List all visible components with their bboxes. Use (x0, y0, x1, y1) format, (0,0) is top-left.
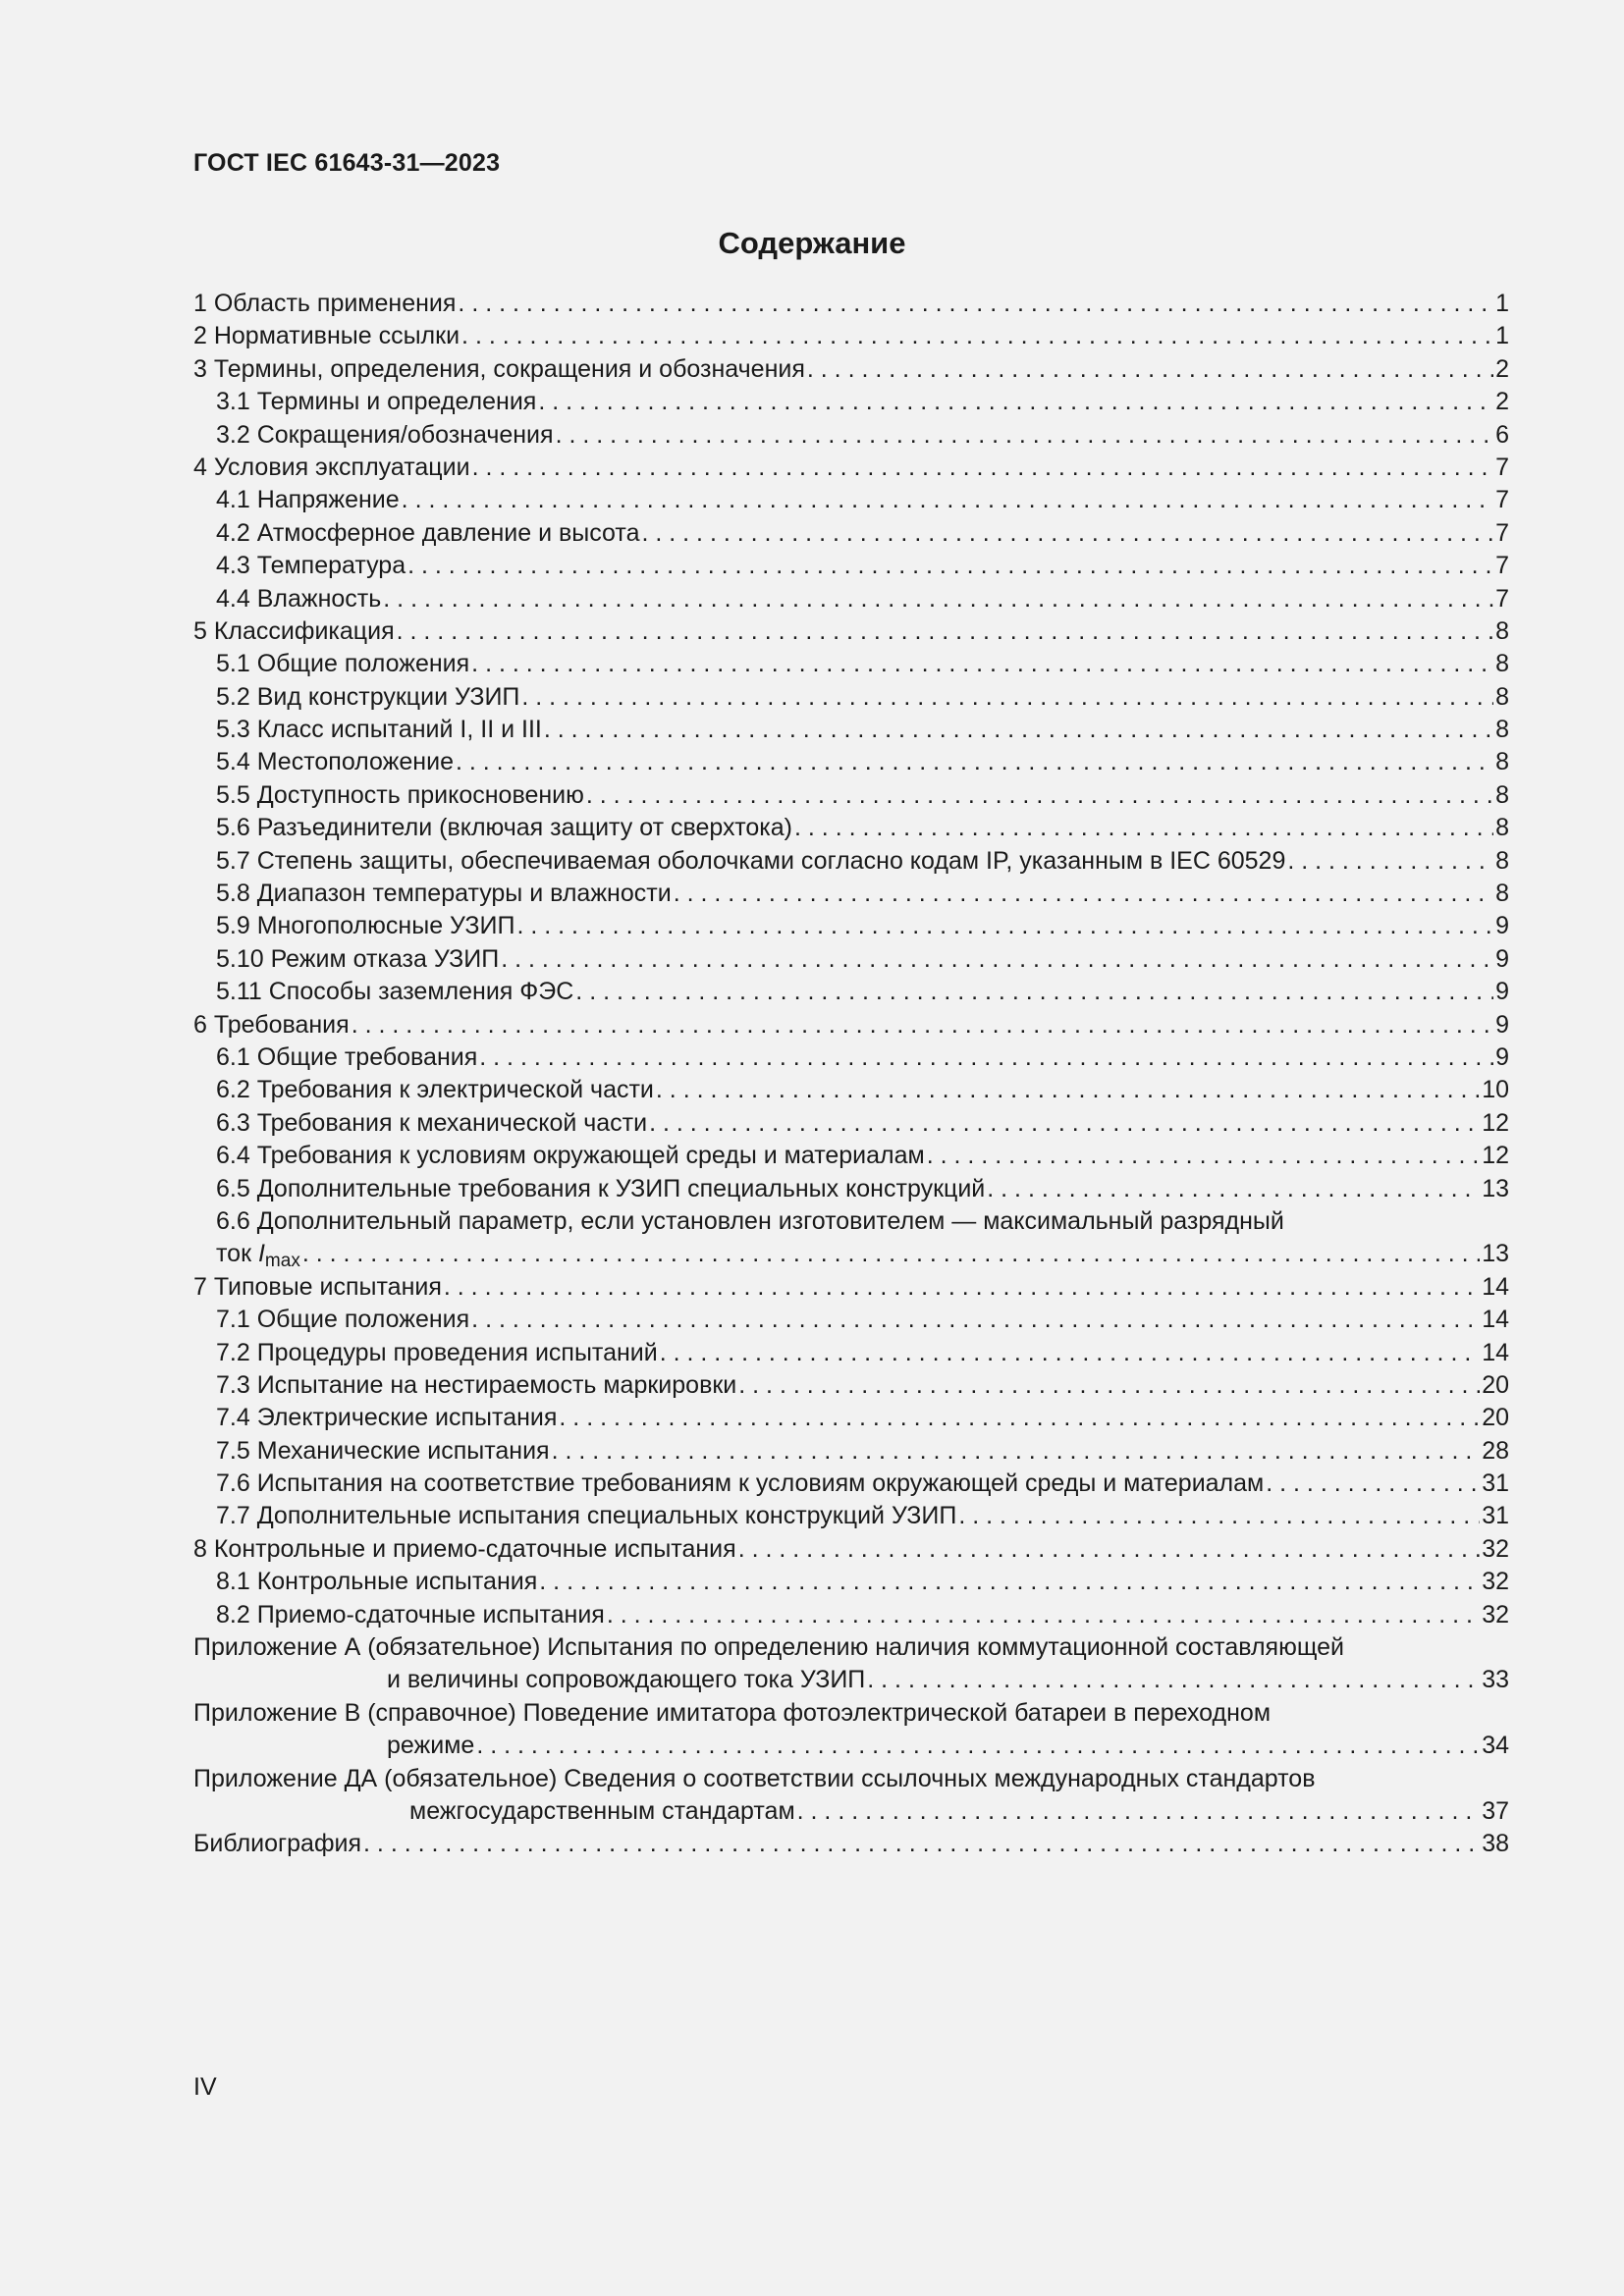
dot-leader (807, 353, 1493, 386)
toc-entry[interactable] (193, 517, 1509, 550)
toc-entry-text: Библиография (193, 1830, 362, 1858)
toc-entry-text: 5.11 Способы заземления ФЭС (216, 978, 574, 1006)
toc-page-number: 8 (1495, 748, 1509, 776)
toc-entry[interactable] (193, 1074, 1509, 1106)
toc-page-number: 8 (1495, 880, 1509, 908)
toc-entry-text: 7.5 Механические испытания (216, 1436, 550, 1465)
toc-entry-text-continuation: межгосударственным стандартам (409, 1796, 795, 1825)
dot-leader (516, 910, 1493, 942)
toc-entry[interactable] (193, 779, 1509, 812)
toc-entry-text: 4.2 Атмосферное давление и высота (216, 518, 640, 547)
toc-entry[interactable] (193, 1173, 1509, 1205)
toc-page-number: 13 (1482, 1240, 1509, 1268)
toc-entry-text-continuation: и величины сопровождающего тока УЗИП (387, 1666, 866, 1694)
dot-leader (607, 1599, 1480, 1631)
toc-entry-text: 5.7 Степень защиты, обеспечиваемая оболочками согласно кодам IP, указанным в IEC 60529 (216, 846, 1286, 875)
toc-entry[interactable] (193, 1140, 1509, 1172)
dot-leader (458, 288, 1493, 320)
toc-page-number: 20 (1482, 1370, 1509, 1399)
toc-entry-text: 3.2 Сокращения/обозначения (216, 420, 554, 449)
toc-entry[interactable] (193, 976, 1509, 1008)
toc-page-number: 14 (1482, 1306, 1509, 1334)
toc-entry[interactable] (193, 1337, 1509, 1369)
toc-entry-text: 5.6 Разъединители (включая защиту от сверхтока) (216, 814, 793, 842)
toc-page-number: 9 (1495, 1042, 1509, 1071)
toc-entry-text: 5.8 Диапазон температуры и влажности (216, 880, 672, 908)
toc-entry[interactable] (193, 452, 1509, 484)
dot-leader (958, 1500, 1480, 1532)
dot-leader (656, 1074, 1480, 1106)
toc-entry-text: 3 Термины, определения, сокращения и обозначения (193, 354, 805, 383)
toc-entry[interactable] (193, 943, 1509, 976)
toc-entry[interactable] (193, 386, 1509, 418)
toc-entry-text: 7.6 Испытания на соответствие требованиям к условиям окружающей среды и материалам (216, 1469, 1265, 1498)
dot-leader (363, 1828, 1480, 1860)
toc-entry-appendix[interactable] (193, 1697, 1509, 1763)
toc-entry[interactable] (193, 1041, 1509, 1074)
toc-page-number: 9 (1495, 978, 1509, 1006)
toc-page-number: 7 (1495, 518, 1509, 547)
dot-leader (544, 714, 1493, 746)
toc-entry-text: 5.1 Общие положения (216, 650, 470, 678)
toc-entry-text: 8.1 Контрольные испытания (216, 1568, 538, 1596)
toc-entry-text-continuation: ток $I_{max}$ (216, 1240, 300, 1272)
toc-page-number: 37 (1482, 1796, 1509, 1825)
current-subscript: max (264, 1251, 300, 1272)
toc-entry-text: 7.3 Испытание на нестираемость маркировки (216, 1370, 737, 1399)
toc-page-number: 28 (1482, 1436, 1509, 1465)
dot-leader (556, 419, 1494, 452)
toc-page-number: 12 (1482, 1108, 1509, 1137)
toc-entry[interactable] (193, 484, 1509, 516)
toc-entry[interactable] (193, 1500, 1509, 1532)
toc-entry-text: 5.2 Вид конструкции УЗИП (216, 682, 520, 711)
toc-page-number: 7 (1495, 552, 1509, 580)
toc-page-number: 7 (1495, 453, 1509, 481)
toc-page-number: 9 (1495, 912, 1509, 940)
dot-leader (471, 648, 1493, 680)
toc-entry[interactable] (193, 746, 1509, 778)
dot-leader (476, 1730, 1480, 1762)
toc-entry[interactable] (193, 1009, 1509, 1041)
dot-leader (521, 681, 1493, 714)
toc-page-number: 32 (1482, 1568, 1509, 1596)
dot-leader (738, 1533, 1481, 1566)
toc-entry-text: 7.1 Общие положения (216, 1306, 470, 1334)
toc-entry-text: 2 Нормативные ссылки (193, 322, 460, 350)
page-title: Содержание (718, 226, 906, 260)
toc-entry-text: 5.4 Местоположение (216, 748, 454, 776)
toc-page-number: 14 (1482, 1338, 1509, 1366)
toc-page-number: 7 (1495, 486, 1509, 514)
toc-entry-text: 4.3 Температура (216, 552, 406, 580)
toc-entry-text: Приложение В (справочное) Поведение имитатора фотоэлектрической батареи в переходном (193, 1698, 1272, 1727)
dot-leader (471, 1304, 1480, 1336)
dot-leader (867, 1664, 1480, 1696)
toc-entry[interactable] (193, 1271, 1509, 1304)
toc-page-number: 33 (1482, 1666, 1509, 1694)
toc-entry[interactable] (193, 288, 1509, 320)
dot-leader (479, 1041, 1493, 1074)
current-symbol: I (257, 1240, 265, 1268)
dot-leader (794, 812, 1493, 844)
dot-leader (641, 517, 1493, 550)
toc-entry-text: 6.3 Требования к механической части (216, 1108, 648, 1137)
toc-entry-text: 5.3 Класс испытаний I, II и III (216, 716, 542, 744)
toc-page-number: 13 (1482, 1174, 1509, 1202)
toc-section-1 (193, 288, 1509, 1205)
toc-page-number: 34 (1482, 1732, 1509, 1760)
toc-page-number: 32 (1482, 1600, 1509, 1629)
toc-entry[interactable] (193, 353, 1509, 386)
dot-leader (797, 1795, 1481, 1828)
toc-page-number: 8 (1495, 814, 1509, 842)
toc-page-number: 20 (1482, 1404, 1509, 1432)
toc-page-number: 8 (1495, 780, 1509, 809)
dot-leader (539, 1566, 1480, 1598)
toc-page-number: 38 (1482, 1830, 1509, 1858)
dot-leader (660, 1337, 1480, 1369)
toc-entry-text: 5.5 Доступность прикосновению (216, 780, 584, 809)
toc-entry-text: 7.4 Электрические испытания (216, 1404, 558, 1432)
toc-entry-text-continuation: режиме (387, 1732, 475, 1760)
toc-entry[interactable] (193, 419, 1509, 452)
toc-entry-text: 5.10 Режим отказа УЗИП (216, 944, 500, 973)
toc-entry-text: 6.1 Общие требования (216, 1042, 478, 1071)
toc-page-number: 10 (1482, 1076, 1509, 1104)
toc-entry[interactable] (193, 845, 1509, 878)
toc-entry-text: 4.4 Влажность (216, 584, 382, 613)
toc-entry[interactable] (193, 583, 1509, 615)
document-header: ГОСТ IEC 61643-31—2023 (193, 149, 501, 177)
dot-leader (444, 1271, 1480, 1304)
dot-leader (538, 386, 1493, 418)
toc-page-number: 2 (1495, 354, 1509, 383)
toc-page-number: 14 (1482, 1272, 1509, 1301)
toc-entry[interactable] (193, 1435, 1509, 1468)
dot-leader (302, 1238, 1480, 1270)
dot-leader (552, 1435, 1481, 1468)
dot-leader (738, 1369, 1480, 1402)
toc-entry-text: 8.2 Приемо-сдаточные испытания (216, 1600, 605, 1629)
dot-leader (586, 779, 1493, 812)
page-number: IV (193, 2073, 217, 2101)
toc-entry[interactable] (193, 1402, 1509, 1434)
toc-entry-text: 3.1 Термины и определения (216, 388, 537, 416)
dot-leader (456, 746, 1493, 778)
toc-entry[interactable] (193, 1107, 1509, 1140)
toc-page-number: 12 (1482, 1142, 1509, 1170)
toc-entry[interactable] (193, 550, 1509, 582)
toc-entry-text: 7.2 Процедуры проведения испытаний (216, 1338, 658, 1366)
dot-leader (352, 1009, 1493, 1041)
toc-entry[interactable] (193, 812, 1509, 844)
toc-page-number: 7 (1495, 584, 1509, 613)
dot-leader (472, 452, 1494, 484)
toc-page-number: 8 (1495, 616, 1509, 645)
dot-leader (397, 615, 1493, 648)
toc-entry[interactable] (193, 1369, 1509, 1402)
toc-page-number: 1 (1495, 290, 1509, 317)
toc-entry-text: 5 Классификация (193, 616, 395, 645)
dot-leader (987, 1173, 1480, 1205)
toc-page-number: 31 (1482, 1469, 1509, 1498)
dot-leader (383, 583, 1493, 615)
dot-leader (501, 943, 1493, 976)
toc-entry-text: 6.6 Дополнительный параметр, если установлен изготовителем — максимальный разрядный (216, 1206, 1284, 1235)
toc-page-number: 2 (1495, 388, 1509, 416)
dot-leader (927, 1140, 1480, 1172)
toc-entry-text: 4.1 Напряжение (216, 486, 400, 514)
dot-leader (1266, 1468, 1480, 1500)
toc-page-number: 6 (1495, 420, 1509, 449)
toc-entry[interactable] (193, 714, 1509, 746)
toc-entry-text: 6.5 Дополнительные требования к УЗИП специальных конструкций (216, 1174, 986, 1202)
toc-entry-text: 7 Типовые испытания (193, 1272, 442, 1301)
dot-leader (461, 320, 1493, 352)
toc-entry[interactable] (193, 1566, 1509, 1598)
toc-entry[interactable] (193, 910, 1509, 942)
toc-page-number: 32 (1482, 1534, 1509, 1563)
toc-entry[interactable] (193, 1599, 1509, 1631)
toc-entry[interactable] (193, 1533, 1509, 1566)
toc-entry[interactable] (193, 615, 1509, 648)
toc-entry-bibliography[interactable] (193, 1828, 1509, 1860)
toc-entry[interactable] (193, 878, 1509, 910)
toc-page-number: 8 (1495, 716, 1509, 744)
toc-entry[interactable] (193, 1468, 1509, 1500)
dot-leader (402, 484, 1493, 516)
dot-leader (575, 976, 1493, 1008)
toc-section-2 (193, 1271, 1509, 1631)
toc-page-number: 9 (1495, 1010, 1509, 1039)
toc-page-number: 8 (1495, 650, 1509, 678)
dot-leader (407, 550, 1493, 582)
toc-entry-text: 8 Контрольные и приемо-сдаточные испытания (193, 1534, 736, 1563)
table-of-contents (193, 288, 1509, 1861)
toc-entry[interactable] (193, 648, 1509, 680)
toc-page-number: 1 (1495, 322, 1509, 350)
toc-entry-text: Приложение ДА (обязательное) Сведения о соответствии ссылочных международных стандартов (193, 1764, 1316, 1792)
toc-page-number: 31 (1482, 1502, 1509, 1530)
dot-leader (649, 1107, 1480, 1140)
toc-entry[interactable] (193, 681, 1509, 714)
toc-entry-appendix[interactable] (193, 1763, 1509, 1829)
dot-leader (674, 878, 1493, 910)
toc-entry-text: 6.4 Требования к условиям окружающей среды и материалам (216, 1142, 925, 1170)
toc-entry-text: 4 Условия эксплуатации (193, 453, 470, 481)
toc-appendices (193, 1631, 1509, 1828)
toc-entry-text: 1 Область применения (193, 290, 457, 317)
toc-page-number: 9 (1495, 944, 1509, 973)
toc-entry-text: Приложение А (обязательное) Испытания по определению наличия коммутационной составляющей (193, 1633, 1344, 1662)
toc-entry[interactable] (193, 1304, 1509, 1336)
dot-leader (559, 1402, 1480, 1434)
toc-entry[interactable] (193, 320, 1509, 352)
dot-leader (1287, 845, 1493, 878)
toc-entry-text: 7.7 Дополнительные испытания специальных конструкций УЗИП (216, 1502, 957, 1530)
toc-entry-appendix[interactable] (193, 1631, 1509, 1697)
toc-entry-text: 6 Требования (193, 1010, 350, 1039)
toc-entry-text: 5.9 Многополюсные УЗИП (216, 912, 515, 940)
toc-entry-6-6[interactable] (193, 1205, 1509, 1271)
toc-entry-text: 6.2 Требования к электрической части (216, 1076, 654, 1104)
toc-page-number: 8 (1495, 682, 1509, 711)
toc-page-number: 8 (1495, 846, 1509, 875)
